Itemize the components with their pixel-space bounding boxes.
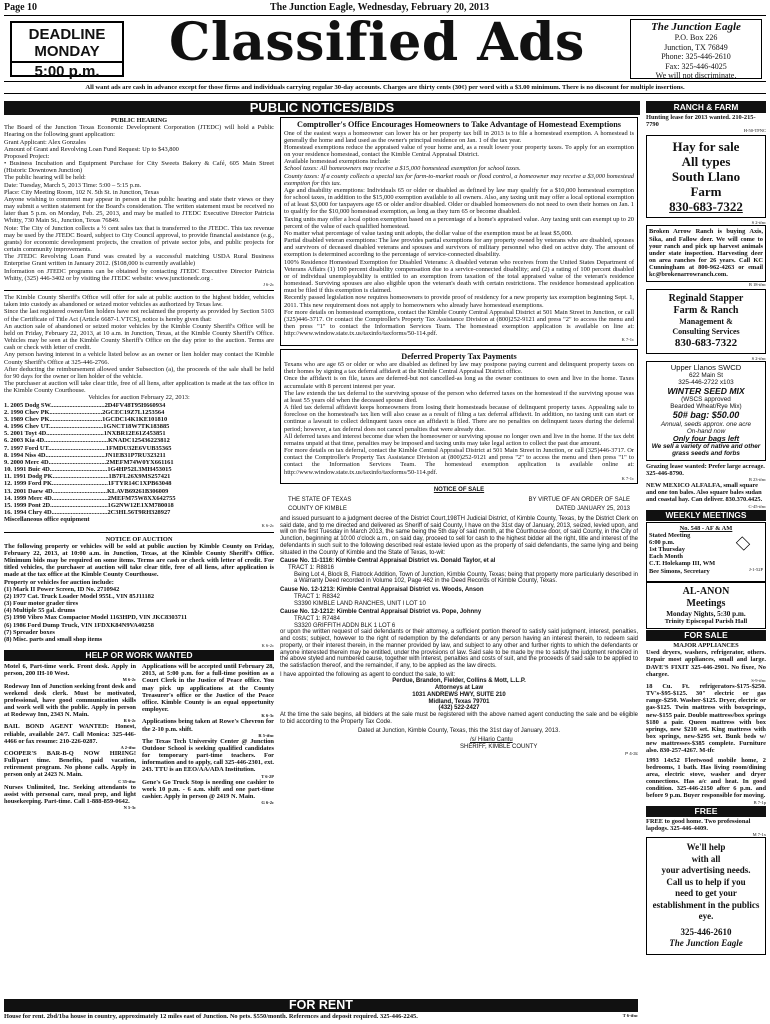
seed-line: We sell a variety of native and other grass seeds and forbs: [651, 443, 761, 458]
notice-paragraph: For more details on homestead exemptions, contact the Kimble County Central Appraisal District at 501 Main Street in Junction, or call (325)446-3717. Or contact the Comptroller's Property Tax Assistance Division at (800)252-9121 and press "2" to access the menu and then press "1" to contact the Information Services Team. The homestead exemption application is available on line at: http://www.window.state.tx.us/taxinfo/taxforms/50-114.pdf.: [284, 308, 634, 338]
lodge-line: Each Month: [649, 553, 683, 561]
sheriff-paragraph: The Kimble County Sheriff's Office will offer for sale at public auction to the highest bidder, vehicles taken into custody as abandoned or seized motor vehicles as authorized by Texas law.: [4, 293, 274, 309]
help-wanted-left: [4, 663, 136, 810]
comptroller-title: Comptroller's Office Encourages Homeowners to Take Advantage of Homestead Exemptions: [297, 120, 621, 129]
notice-paragraph: Available homestead exemptions include:: [284, 158, 391, 166]
square-compass-icon: [735, 537, 751, 550]
vehicle-item: 1. 2005 Dodg SW..................................2D4FV48T95H660934: [4, 401, 166, 409]
hunting-ad: Hunting lease for 2013 wanted. 210-215-7790: [646, 114, 756, 129]
sheriff-title: SHERIFF, KIMBLE COUNTY: [460, 743, 538, 750]
vehicle-item: 4. 1996 Chev UT..................................1GNCT18W7TK183885: [4, 423, 170, 431]
hay-line: Hay for sale: [672, 139, 740, 155]
auction-notice: [4, 536, 274, 649]
sale-title: NOTICE OF SALE: [433, 486, 485, 493]
sale-paragraph: I have appointed the following as agent to conduct the sale, to wit:: [280, 671, 456, 678]
adv-line: with all: [691, 853, 721, 864]
notice-paragraph: 100% Residence Homestead Exemption for Disabled Veterans: A disabled veteran who receives from the United States Department of Veterans Affairs (1) 100 percent disability compensation due to a service-connected disability; and (2) a rating of 100 percent disabled or of individual unemployability is entitled to an exemption from taxation of the total appraised value of the veteran's residence homestead. Surviving spouses are also eligible upon the veteran's death with certain restrictions. The residence homestead application must be filed if this exemption is claimed.: [284, 258, 634, 295]
sheriff-paragraph: Since the last registered owner/lien holders have not reclaimed the property as provided by Section 5103 of the Certificate of Title Act (Article 6687-1.VTCS), notice is hereby given that:: [4, 308, 274, 323]
lodge-line: Stated Meeting: [649, 531, 691, 539]
auction-paragraph: The following property or vehicles will be sold at public auction by Kimble County on Friday, February 22, 2013, at 10:00 a.m. in Junction, Texas, at the Kimble County Sheriff's Office. Minimum bids may be required on some items. Terms are cash or check with letter of credit. For titled vehicles, the purchaser at auction will take clear title, free of all liens, after application is made at the tax office at the Kimble County Courthouse.: [4, 542, 274, 579]
sale-tract-desc: Being Lot 4, Block B, Flatrock Addition, Town of Junction, Kimble County, Texas; being that property more particularly described in a Warranty Deed recorded in Volume 102, Page 462 in the Deed Records of Kimble County, Texas.: [294, 571, 638, 585]
hearing-paragraph: Note: The City of Junction collects a ½ cent sales tax that is transferred to the JTEDC. This tax revenue may be used by the JTEDC Board, subject to City Council approval, to provide financial assistance (e.g., grants) for economic development projects, the creation of private sector jobs, and public projects for certain community improvements.: [4, 224, 274, 254]
seed-line: Bearded Wheat/Rye Mix): [670, 403, 742, 411]
adv-line: We'll help: [686, 842, 726, 853]
help-wanted-bar: HELP OR WORK WANTED: [4, 650, 274, 661]
sale-tract-desc: S3320 GRIFFITH ADDN BLK 1 LOT 6: [294, 622, 396, 629]
notice-paragraph: The law extends the tax deferral to the surviving spouse of the person who deferred taxes on the homestead if the surviving spouse was at least 55 years old when the deceased spouse died.: [284, 389, 634, 404]
lodge-line: 1st Thursday: [649, 546, 685, 554]
hearing-title: PUBLIC HEARING: [110, 117, 168, 124]
deadline-line-1: DEADLINE: [28, 26, 106, 43]
auction-item: (1) Mark II Power Screen, ID No. 2710942: [4, 585, 120, 593]
sale-tract-desc: S3390 KIMBLE LAND RANCHES, UNIT I LOT 10: [294, 600, 426, 607]
seed-heading: WINTER SEED MIX: [667, 385, 745, 396]
notice-paragraph: A filed tax deferral affidavit keeps homeowners from losing their homesteads because of delinquent property taxes. Appealing sale to foreclose on the homestead's tax lien will also cease as a result of filing a tax deferral affidavit. In addition, no taxing unit can start or continue a lawsuit to collect delinquent taxes once an affidavit is filed. There are no penalties on delinquent taxes during the deferral period; however, a tax deferral does not cancel penalties that were already due.: [284, 404, 634, 433]
ad-code: K 6-2c: [261, 643, 274, 649]
seed-stock: Only four bags left: [672, 433, 740, 443]
ad-code: A 2-tfnc: [120, 744, 136, 750]
deferred-tax-notice: [280, 349, 638, 484]
anon-line: Monday Nights, 5:30 p.m.: [666, 609, 746, 618]
hearing-paragraph: Anyone wishing to comment may appear in person at the public hearing and state their views or they may submit a written statement for the Board's consideration. The written statement must be received no later than 5 p.m. on Monday, Feb. 25, 2013, and may be mailed to JTEDC Executive Director Patricia Whitty, 730 Main St., Junction, Texas 76849.: [4, 195, 274, 225]
ad-code: R 6-2c: [123, 718, 136, 724]
seed-line: 622 Main St: [688, 372, 724, 380]
lodge-line: Bee Simons, Secretary: [649, 567, 710, 575]
weekly-meetings-bar: WEEKLY MEETINGS: [646, 510, 766, 521]
job-ad: BAIL BOND AGENT WANTED: Honest, reliable, available 24/7. Call Monica: 325-446-4466 or fax resume: 210-226-0287.: [4, 723, 136, 745]
sheriff-paragraph: Any person having interest in a vehicle listed below as an owner or lien holder may contact the Kimble County Sheriff's Office at 325-446-2766.: [4, 351, 274, 366]
auction-paragraph: Property or vehicles for auction include:: [4, 578, 114, 586]
rs-line: Consulting Services: [672, 326, 740, 336]
sale-cause: Cause No. 12-1213: Kimble Central Appraisal District vs. Woods, Anson: [280, 587, 484, 594]
ad-code: B 7-1p: [753, 799, 766, 805]
page-number: Page 10: [4, 2, 38, 13]
anon-line: Meetings: [686, 597, 726, 609]
notice-paragraph: Homestead exemptions reduce the appraised value of your home and, as a result lower your property taxes. To apply for an exemption on your residence homestead, contact the Kimble Central Appraisal District.: [284, 143, 634, 159]
publisher-address: Junction, TX 76849: [664, 42, 728, 52]
ad-code: S-9-tfnc: [751, 677, 766, 683]
column-b: [280, 117, 638, 756]
sale-cause: Cause No. 12-1212: Kimble Central Appraisal District vs. Pope, Johnny: [280, 609, 482, 616]
vehicle-item: 15. 1999 Pont 2D....................................1G2NW12E1XM780018: [4, 501, 174, 509]
ad-code: G 6-2c: [261, 800, 274, 806]
lodge-line: 6:00 p.m.: [649, 538, 675, 546]
al-anon-ad: [646, 582, 766, 629]
sale-order: BY VIRTUE OF AN ORDER OF SALE: [528, 496, 630, 503]
deferred-title: Deferred Property Tax Payments: [401, 351, 517, 361]
vehicle-list: [4, 402, 274, 524]
vehicle-item: 10. 1991 Buic 4D....................................1G4HP52L3MH453015: [4, 466, 172, 474]
notice-paragraph: Partial disabled veteran exemptions: The law provides partial exemptions for any property owned by veterans who are disabled, spouses and survivors of deceased disabled veterans and spouses and survivors of military personnel who died on active duty. The amount of exemption is determined according to the percentage of service-connected disability.: [284, 237, 634, 259]
ad-code: B 18-tfnc: [748, 281, 766, 287]
notice-paragraph: No matter what percentage of value taxing unit adopts, the dollar value of the exemption must be at least $5,000.: [284, 229, 573, 237]
job-ad: Rodeway Inn of Junction seeking front desk and weekend desk clerk. Must be motivated, professional, have good communication skills and work well with the public. Apply in person at Rodeway Inn, 2343 N. Main.: [4, 682, 136, 719]
anon-title: AL-ANON: [682, 585, 730, 597]
sale-paragraph: or upon the written request of said defendants or their attorney, a sufficient portion thereof to satisfy said judgment, interest, penalties, and costs; subject, however to the right of redemption by the defendants or any person having an interest therein, to redeem said property, or their interest therein, in the manner provided by law, and subject to any other and further rights to which the defendants or anyone interested therein may be entitled, under the provisions of law. Said sale to be made by me to satisfy the judgment rendered in the above styled and numbered cause, together with interest, penalties and costs of suit, and the proceeds of said sale to be applied to the satisfaction thereof, and the remainder, if any, to be applied as the law directs.: [280, 629, 638, 670]
hearing-paragraph: Amount of Grant and Revolving Loan Fund Request: Up to $43,800: [4, 145, 179, 153]
sale-paragraph: At the time the sale begins, all bidders at the sale must be registered with the above named agent conducting the sale and be eligible to bid according to the Property Tax Code.: [280, 712, 638, 725]
publisher-phone: Phone: 325-446-2610: [661, 52, 731, 62]
auction-title: NOTICE OF AUCTION: [105, 535, 173, 543]
adv-paper: The Junction Eagle: [669, 938, 743, 949]
vehicle-item: 14. 1999 Merc 4D...................................2MEFM75W8XX642755: [4, 494, 176, 502]
appliance-heading: MAJOR APPLIANCES: [673, 642, 739, 649]
ad-code: M 7-1x: [752, 832, 766, 838]
adv-line: need to get your establishment in the publics: [652, 888, 760, 910]
seed-price: 50# bag: $50.00: [672, 410, 740, 421]
public-notices-bar: PUBLIC NOTICES/BIDS: [4, 101, 640, 115]
lodge-line: C.T. Holekamp III, WM: [649, 560, 716, 568]
ad-code: T 6-2P: [261, 773, 274, 779]
ad-policy: All want ads are cash in advance except for those firms and individuals carrying regular 30-day accounts. Charges are thirty cents (30¢) per word with a $3.00 minimum. There is no discount for multiple insertions.: [4, 82, 766, 94]
agent-line: Midland, Texas 79701: [428, 698, 490, 705]
job-ad: Nurses Unlimited, Inc. Seeking attendants to assist with personal care, meal prep, and light housekeeping. Part-time. Call 1-888-859-0642.: [4, 783, 136, 805]
sale-agent: [280, 678, 638, 712]
content-columns: [4, 101, 766, 1020]
seed-line: On-hand now: [686, 427, 726, 435]
vehicle-item: 11. 1991 Dodg PK...................................1B7FL26X9MS257421: [4, 473, 171, 481]
job-ad: The Texas Tech University Center @ Junction Outdoor School is seeking qualified candidates for temporary part-time teachers. For information and to apply, call 325-446-2301, ext. 243. TTU is an EEO/AA/ADA Institution.: [142, 737, 274, 774]
column-c: [646, 101, 766, 955]
auction-item: (6) 1986 Ford Dump Truck, VIN 1FDXK84N9VA40258: [4, 621, 154, 629]
hearing-paragraph: Proposed Project:: [4, 152, 50, 160]
notice-paragraph: Texans who are age 65 or older or who are disabled as defined by law may postpone paying current and delinquent property taxes on their homes by signing a tax deferral affidavit at the Kimble Central Appraisal District office.: [284, 361, 634, 376]
notice-of-sale: [280, 487, 638, 756]
publisher-box: [630, 19, 762, 79]
help-wanted-section: [4, 663, 274, 810]
vehicle-list-title: Vehicles for auction February 22, 2013:: [88, 394, 190, 402]
notice-paragraph: Recently passed legislation now requires homeowners to provide proof of residency for a new property tax exemption beginning Sept. 1, 2011. This new requirement does not apply to homeowners who already have homestead exemptions.: [284, 294, 634, 309]
ad-code: K 6-3c: [261, 713, 274, 719]
sale-paragraph: Dated at Junction, Kimble County, Texas, this the 31st day of January, 2013.: [357, 727, 561, 734]
auction-item: (3) Four motor grader tires: [4, 600, 79, 608]
broken-arrow-ad: Broken Arrow Ranch is buying Axis, Sika, and Fallow deer. We will come to your ranch and pick up harvest animals under state inspection. Harvesting deer on area ranches for 26 years. Call KC Cunningham at 800-962-4263 or email kc@brokenarrowranch.com.: [646, 225, 766, 281]
ad-code: S 2-tfnc: [751, 220, 766, 226]
anon-line: Trinity Episcopal Parish Hall: [664, 617, 748, 625]
notice-paragraph: Once the affidavit is on file, taxes are deferred-but not cancelled-as long as the owner continues to own and live in the home. Taxes accumulate with 8 percent interest per year.: [284, 375, 634, 390]
ad-code: C-45-tfnc: [748, 503, 766, 509]
ad-code: B 23-tfnc: [748, 476, 766, 482]
hay-line: Farm: [690, 184, 722, 200]
notice-paragraph: All deferred taxes and interest become due when the homeowner or surviving spouse no longer own and live in the home. If the tax debt remains unpaid at that time, penalties may be imposed and taxing units may take legal action to collect the past due amount.: [284, 432, 634, 447]
job-ad: Gene's Go Truck Stop is needing one cashier to work 10 p.m. - 6 a.m. shift and one part-time cashier. Apply in person @ 2419 N. Main.: [142, 778, 274, 800]
hearing-paragraph: Place: City Meeting Room, 102 N. 5th St. in Junction, Texas: [4, 188, 159, 196]
sheriff-sale-notice: [4, 294, 274, 529]
hay-phone: 830-683-7322: [669, 199, 743, 215]
seed-line: Annual, seeds approx. one acre: [660, 420, 752, 428]
auction-item: (8) Misc. parts and small shop items: [4, 635, 103, 643]
vehicle-item: 5. 2001 Toyt 4D....................................1NXBR12E61Z453851: [4, 430, 166, 438]
ad-code: T 6-tfnc: [622, 1013, 638, 1018]
vehicle-item: 12. 1999 Ford PK...................................1FTYR14C1XPB63048: [4, 480, 172, 488]
free-ad: FREE to good home. Two professional lapdogs. 325-446-4409.: [646, 817, 751, 832]
publisher-name: The Junction Eagle: [651, 21, 741, 33]
ad-code: P 4-3c: [625, 750, 638, 756]
auction-item: (5) 1990 Vibro Max Compactor Model 1163HPD, VIN JKC8303711: [4, 614, 188, 622]
sheriff-paragraph: After deducting the reimbursement allowed under Subsection (a), the proceeds of the sale shall be held for 90 days for the owner or lien holder of the vehicle.: [4, 365, 274, 380]
hearing-paragraph: The JTEDC Revolving Loan Fund was created by a successful matching USDA Rural Business Enterprise Grant written in January 2012. ($108,000 is currently available): [4, 253, 274, 268]
sale-cause: Cause No. 11-1116: Kimble Central Appraisal District vs. Donald Taylor, et al: [280, 558, 496, 565]
sale-state: THE STATE OF TEXAS: [288, 496, 352, 503]
vehicle-item: Miscellaneous office equipment: [4, 516, 90, 524]
winter-seed-ad: [646, 361, 766, 461]
notice-paragraph: Age and disability exemptions: Individuals 65 or older or disabled as defined by law may qualify for a $10,000 homestead exemption for school taxes, in addition to the $15,000 exemption available to all owners. Also, any taxing unit may offer a local optional exemption of at least $3,000 for taxpayers age 65 or older and/or disabled. Older or disabled homeowners do not need to own their homes on Jan. 1 to qualify for the $10,000 homestead exemption, as long as they turn 65 or become disabled.: [284, 186, 634, 216]
agent-line: Perdue, Brandon, Fielder, Collins & Mott, L.L.P.: [392, 678, 526, 685]
deadline-line-3: 5:00 p.m.: [12, 61, 122, 80]
vehicle-item: 8. 1994 Niss 4D.....................................JN1EB31P7RU323211: [4, 451, 166, 459]
for-rent-ad: [4, 1013, 638, 1020]
notice-paragraph: For more details on tax deferral, contact the Kimble Central Appraisal District at 501 Main Street in Junction, or call (325)446-3717. Or contact the Comptroller's Property Tax Assistance Division at (800)252-9121 and press "2" to access the menu and then press "1" to contact the Information Services Team. The homestead exemption application is available online at: http://www.window.state.tx.us/taxinfo/taxforms/50-114.pdf.: [284, 447, 634, 476]
hearing-paragraph: Date: Tuesday, March 5, 2013 Time: 5:00 – 5:15 p.m.: [4, 181, 142, 189]
sale-paragraph: and issued pursuant to a judgment decree of the District Court,198TH Judicial District, of Kimble County, Texas, by the District Clerk on said date, and to me directed and delivered as Sheriff of said County, I have on the 31st day of January, 2013, seized, levied upon, and will on the first Tuesday in March 2013, the same being the 5th day of said month, at the Courthouse door, of said County, in the City of Junction, beginning at 10:00 o'clock a.m., on said day, proceed to sell for cash to the highest bidder all the right, title and interest of the defendants in such suit to the following described real estate levied upon as the property of said defendants, the same lying and being situated in the County of Kimble and the State of Texas, to-wit:: [280, 515, 638, 556]
vehicle-item: 6. 2003 Kia 4D........................................KNADC125436223812: [4, 437, 170, 445]
ad-code: R 5-tfnc: [258, 732, 274, 738]
alfalfa-ad: NEW MEXICO ALFALFA, small square and one ton bales. Also square bales sudan and coastal hay. Can deliver. 830.370.4425.: [646, 482, 763, 504]
agent-line: (432) 522-2427: [438, 705, 480, 712]
masthead: [4, 12, 766, 82]
ad-code: C 35-tfnc: [118, 778, 136, 784]
notice-paragraph: School taxes: All homeowners may receive a $15,000 homestead exemption for school taxes.: [284, 165, 521, 173]
fridge-ad: 18 Cu. Ft. refrigerators-$175-$250. TV's-$95-$125. 30" electric or gas range-$250. Washer-$125. Dryer, electric or gas-$125. Twin mattress with boxsprings, new-$155 pair. Double mattress/box springs $180 a pair. Queen mattress with box springs, new $210 set. King mattress with box springs, new-$295 set. Bunk beds w/ new mattresses-$385 complete. Furniture also. 830-257-4267. M-tfc: [646, 682, 766, 755]
hearing-paragraph: • Business Incubation and Equipment Purchase for City Sweets Bakery & Café, 605 Main Street (Historic Downtown Junction): [4, 160, 274, 175]
sheriff-paragraph: The purchaser at auction will take clear title, free of all liens, after application is made at the tax office in the Kimble County Courthouse.: [4, 380, 274, 395]
lodge-number: No. 548 - AF & AM: [679, 524, 733, 532]
ad-code: S 2-tfnc: [751, 355, 766, 361]
grazing-ad: Grazing lease wanted: Prefer large acreage. 325-446-8790.: [646, 462, 765, 477]
ad-code: H-50-TFNC: [743, 128, 766, 134]
publisher-policy: We will not discriminate.: [655, 71, 737, 81]
adv-line: your advertising needs.: [661, 865, 751, 876]
section-title: Classified Ads: [169, 12, 585, 73]
hearing-paragraph: Information on JTEDC programs can be obtained by contacting JTEDC Executive Director Patricia Whitty, (325) 446-3402 or by visiting the JTEDC website: www.junctionedc.org .: [4, 267, 274, 282]
column-a: [4, 117, 274, 810]
seed-line: (WSCS approved: [681, 396, 731, 404]
hearing-paragraph: The public hearing will be held:: [4, 174, 86, 182]
sale-dated: DATED JANUARY 25, 2013: [555, 506, 630, 513]
ad-code: J-1-52P: [748, 566, 763, 572]
deadline-box: [10, 21, 124, 80]
rs-phone: 830-683-7322: [674, 336, 738, 349]
vehicle-item: 2. 1990 Chev PK.................................2GCEC19Z7L1253564: [4, 408, 165, 416]
sale-tract: TRACT 1: R8816: [288, 564, 334, 571]
hay-line: South Llano: [671, 169, 741, 185]
auction-item: (7) Spreader boxes: [4, 628, 55, 636]
job-ad: Applications will be accepted until February 28, 2013, at 5:00 p.m. for a full-time position as a Court Clerk in the Justice of Peace office. You may pick up applications at the County Treasurer's office or the Justice of the Peace office. Kimble County is an equal opportunity employer.: [142, 663, 274, 714]
notice-paragraph: County taxes: If a county collects a special tax for farm-to-market roads or flood control, a homeowner may receive a $3,000 homestead exemption for this tax.: [284, 172, 634, 187]
hay-line: All types: [681, 154, 731, 170]
ad-code: M 6-2c: [122, 677, 136, 683]
mobile-home-ad: 1993 14x52 Fleetwood mobile home, 2 bedrooms, 1 bath. Has living room/dining area, electric stove, washer and dryer connections. Has a/c and heat. In good condition. 325-446-2150 after 6 p.m. and before 9 p.m. Buyer responsible for moving.: [646, 756, 766, 800]
help-wanted-right: [142, 663, 274, 810]
ad-code: N 5-3c: [123, 805, 136, 811]
vehicle-item: 16. 1994 Chry 4D...................................2C3HL56T9RH328927: [4, 509, 171, 517]
sale-county: COUNTY OF KIMBLE: [288, 506, 347, 513]
job-ad: Motel 6, Part-time work. Front desk. Apply in person, 200 IH-10 West.: [4, 663, 136, 678]
sale-tract: TRACT 1: R8342: [294, 593, 340, 600]
vehicle-item: 3. 1989 Chev PK.................................1GCDC14K1KE101810: [4, 415, 168, 423]
advertising-ad: [646, 837, 766, 955]
appliance-ad: Used dryers, washers, refrigerator, others. Repair most appliances, small and large. DAVE'S FIXIT 325-446-2901. No fixee, No chargee.: [646, 649, 766, 678]
agent-line: 1031 ANDREWS HWY, SUITE 210: [412, 691, 506, 698]
masonic-lodge-ad: [646, 522, 766, 582]
vehicle-item: 13. 2001 Daew 4D..................................KLAVB69261B306009: [4, 487, 169, 495]
comptroller-notice: [280, 117, 638, 346]
ad-code: K 7-1c: [621, 337, 634, 343]
reginald-stapper-ad: [646, 289, 766, 354]
adv-line: eye.: [698, 911, 714, 922]
sheriff-paragraph: An auction sale of abandoned or seized motor vehicles by the Kimble County Sheriff's Office will be held on Friday, February 22, 2013, at 10 a.m. in Junction, Texas, at the Kimble County Sheriff's Office. Vehicles may be seen at the Kimble County Sheriff's Office on the day prior to the auction. Terms are cash or check with letter of credit.: [4, 322, 274, 352]
for-rent-text: House for rent. 2bd/1ba house in country, approximately 12 miles east of Junction. No pets. $550/month. References and deposit required. 325-446-2245.: [4, 1013, 418, 1020]
public-hearing-notice: [4, 117, 274, 287]
ad-code: K 6-2c: [261, 523, 274, 529]
hearing-paragraph: The Board of the Junction Texas Economic Development Corporation (JTEDC) will hold a Public Hearing on the following grant application:: [4, 124, 274, 139]
agent-line: Attorneys at Law: [434, 685, 484, 692]
notice-paragraph: One of the easiest ways a homeowner can lower his or her property tax bill in 2013 is to file a homestead exemption. A homestead is generally the home and land used as the owner's principal residence on Jan. 1 of the tax year.: [284, 129, 634, 144]
ranch-farm-bar: RANCH & FARM: [646, 101, 766, 113]
sale-tract: TRACT 1: R7484: [294, 616, 340, 623]
for-rent-bar: FOR RENT: [4, 999, 638, 1012]
hearing-paragraph: Grant Applicant: Alex Gonzales: [4, 138, 86, 146]
notice-paragraph: Taxing units may offer a local option exemption based on a percentage of a home's appraised value. Any taxing unit can exempt up to 20 percent of the value of each qualified homestead.: [284, 215, 634, 230]
publisher-box-line: P.O. Box 226: [674, 33, 718, 42]
adv-line: Call us to help if you: [666, 876, 746, 887]
job-ad: Applications being taken at Rowe's Chevron for the 2-10 p.m. shift.: [142, 718, 274, 733]
rs-line: Reginald Stapper: [668, 292, 744, 304]
rs-line: Management &: [679, 316, 733, 326]
auction-item: (2) 1977 Cat. Truck Loader Model 955L, VIN 85J11182: [4, 592, 155, 600]
sheriff-signature: /s/ Hilario Cantu: [470, 737, 513, 744]
ad-code: J 6-2c: [263, 281, 274, 287]
free-bar: FREE: [646, 806, 766, 817]
ad-code: K 7-1c: [621, 475, 634, 481]
paper-dateline: The Junction Eagle, Wednesday, February 20, 2013: [270, 2, 490, 13]
seed-org: Upper Llanos SWCD: [670, 362, 742, 372]
vehicle-item: 7. 1997 Ford UT....................................1FMDU32E6VUB35365: [4, 444, 172, 452]
deadline-line-2: MONDAY: [34, 43, 100, 60]
job-ad: COOPER'S BAR-B-Q NOW HIRING! Full/part time. Benefits, paid vacation, retirement program. No phone calls. Apply in person only at 2423 N. Main.: [4, 749, 136, 779]
auction-item: (4) Multiple 55 gal. drums: [4, 607, 76, 615]
rs-line: Farm & Ranch: [673, 304, 739, 316]
seed-line: 325-446-2722 x103: [678, 379, 734, 387]
vehicle-item: 9. 2000 Merc 4D....................................2MEFM74W0YX661161: [4, 458, 174, 466]
adv-phone: 325-446-2610: [680, 926, 732, 937]
hay-for-sale-ad: [646, 135, 766, 218]
publisher-fax: Fax: 325-446-4025: [665, 61, 727, 71]
for-sale-bar: FOR SALE: [646, 630, 766, 641]
